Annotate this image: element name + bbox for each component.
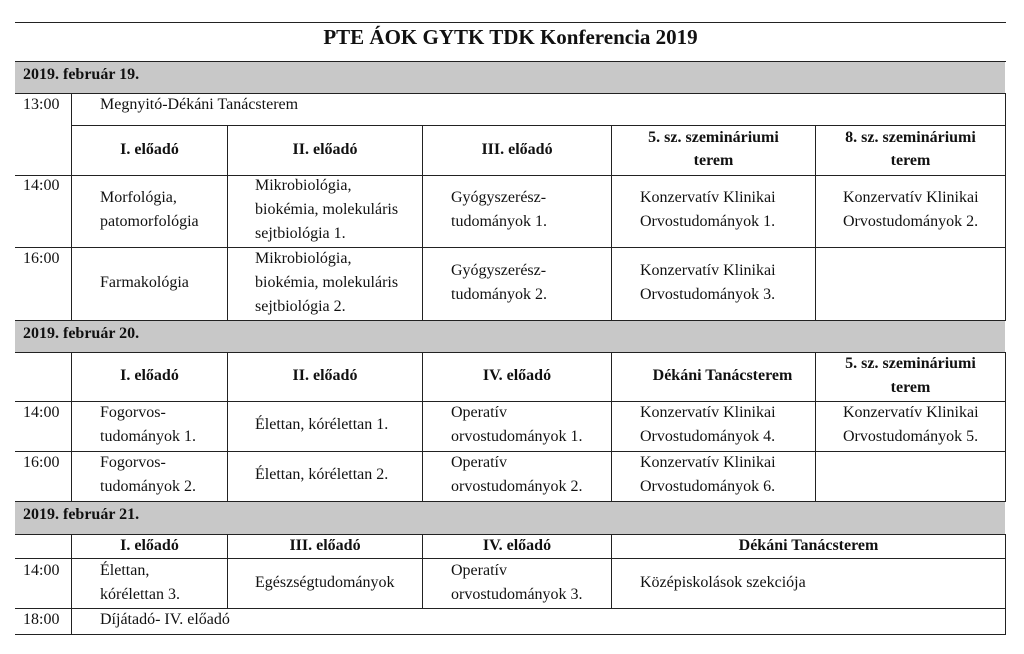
rule [15, 634, 1006, 635]
date-day1: 2019. február 19. [23, 66, 140, 83]
header-room: terem [890, 152, 931, 169]
session-cell: orvostudományok 1. [451, 428, 583, 445]
session-cell: patomorfológia [100, 213, 199, 230]
session-cell: orvostudományok 3. [451, 586, 583, 603]
session-cell: Konzervatív Klinikai [640, 262, 776, 279]
time-cell: 14:00 [23, 562, 60, 579]
session-cell: Konzervatív Klinikai [640, 404, 776, 421]
session-cell: sejtbiológia 2. [255, 298, 346, 315]
header-room: I. előadó [120, 367, 179, 384]
session-cell: Orvostudományok 6. [640, 478, 776, 495]
session-cell: Konzervatív Klinikai [843, 404, 979, 421]
session-cell: kórélettan 3. [100, 586, 180, 603]
session-cell: Farmakológia [100, 274, 189, 291]
header-room: Dékáni Tanácsterem [652, 367, 793, 384]
session-cell: Fogorvos- [100, 404, 166, 421]
time-opening: 13:00 [23, 96, 60, 113]
date-band-day2 [15, 320, 1005, 352]
session-cell: Középiskolások szekciója [640, 574, 806, 591]
time-cell: 14:00 [23, 177, 60, 194]
session-cell: Mikrobiológia, [255, 177, 352, 194]
opening-label: Megnyitó-Dékáni Tanácsterem [100, 96, 299, 113]
session-cell: biokémia, molekuláris [255, 274, 399, 291]
session-cell: biokémia, molekuláris [255, 201, 399, 218]
date-day2: 2019. február 20. [23, 325, 140, 342]
session-cell: Morfológia, [100, 189, 177, 206]
session-cell: Operatív [451, 404, 507, 421]
date-band-day1 [15, 61, 1005, 93]
header-room: I. előadó [120, 537, 179, 554]
header-room: I. előadó [120, 141, 179, 158]
session-cell: orvostudományok 2. [451, 478, 583, 495]
closing-label: Díjátadó- IV. előadó [100, 611, 230, 628]
time-cell: 16:00 [23, 454, 60, 471]
session-cell: Fogorvos- [100, 454, 166, 471]
header-room: II. előadó [292, 367, 358, 384]
session-cell: Élettan, [100, 562, 150, 579]
time-cell: 14:00 [23, 404, 60, 421]
date-day3: 2019. február 21. [23, 506, 140, 523]
header-room: II. előadó [292, 141, 358, 158]
header-room: 5. sz. szemináriumi [845, 355, 976, 372]
page-title: PTE ÁOK GYTK TDK Konferencia 2019 [323, 25, 698, 49]
rule [15, 247, 1006, 248]
session-cell: Konzervatív Klinikai [640, 189, 776, 206]
session-cell: tudományok 2. [451, 286, 547, 303]
session-cell: Orvostudományok 1. [640, 213, 776, 230]
rule [1005, 352, 1006, 501]
header-room: III. előadó [289, 537, 361, 554]
header-room: Dékáni Tanácsterem [738, 537, 879, 554]
session-cell: Mikrobiológia, [255, 250, 352, 267]
header-room: terem [693, 152, 734, 169]
rule [71, 93, 72, 320]
rule [1005, 534, 1006, 635]
date-band-day3 [15, 501, 1005, 534]
session-cell: Élettan, kórélettan 1. [255, 416, 389, 433]
session-cell: Orvostudományok 4. [640, 428, 776, 445]
session-cell: sejtbiológia 1. [255, 225, 346, 242]
header-room: III. előadó [481, 141, 553, 158]
session-cell: Orvostudományok 5. [843, 428, 979, 445]
rule [15, 501, 1006, 502]
session-cell: Operatív [451, 562, 507, 579]
rule [15, 61, 1006, 62]
session-cell: tudományok 1. [100, 428, 196, 445]
session-cell: Konzervatív Klinikai [640, 454, 776, 471]
session-cell: Gyógyszerész- [451, 262, 547, 279]
rule [1005, 93, 1006, 320]
session-cell: Operatív [451, 454, 507, 471]
time-closing: 18:00 [23, 611, 60, 628]
header-room: IV. előadó [482, 367, 552, 384]
session-cell: Egészségtudományok [255, 574, 395, 591]
rule [15, 175, 1006, 176]
rule [15, 22, 1006, 23]
header-room: 8. sz. szemináriumi [845, 129, 976, 146]
session-cell: Orvostudományok 3. [640, 286, 776, 303]
session-cell: tudományok 1. [451, 213, 547, 230]
header-room: 5. sz. szemináriumi [648, 129, 779, 146]
time-cell: 16:00 [23, 250, 60, 267]
session-cell: Orvostudományok 2. [843, 213, 979, 230]
session-cell: tudományok 2. [100, 478, 196, 495]
rule [15, 320, 1006, 321]
session-cell: Gyógyszerész- [451, 189, 547, 206]
session-cell: Élettan, kórélettan 2. [255, 466, 389, 483]
header-room: IV. előadó [482, 537, 552, 554]
session-cell: Konzervatív Klinikai [843, 189, 979, 206]
header-room: terem [890, 379, 931, 396]
